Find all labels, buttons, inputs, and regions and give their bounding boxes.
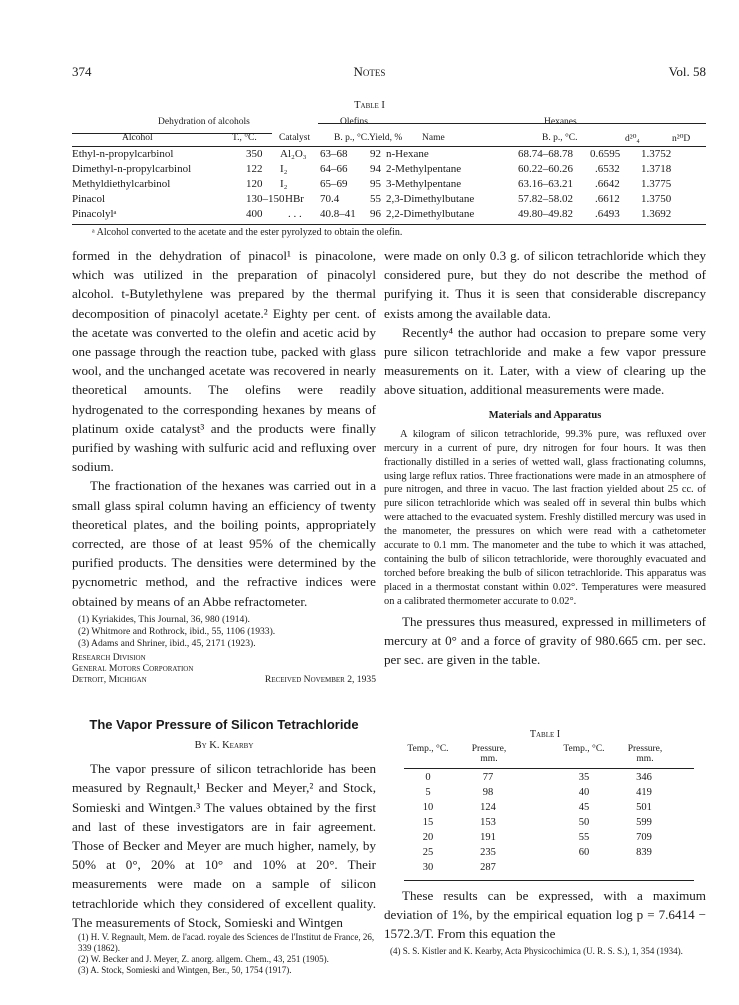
- paragraph: These results can be expressed, with a maximum deviation of 1%, by the empirical equation log p = 7.6414 − 1572.3/T. From this equation the: [384, 888, 706, 942]
- table-cell: 599: [636, 817, 652, 828]
- right-column-bottom: [384, 886, 706, 957]
- article-title: The Vapor Pressure of Silicon Tetrachloride: [89, 716, 359, 732]
- table-cell: 235: [480, 847, 496, 858]
- materials-text: A kilogram of silicon tetrachloride, 99.3% pure, was refluxed over mercury in a current of pure, dry nitrogen for four hours. It was then fractionally distilled in a series of wetted wall, glass fractionating columns, using large reflux ratios. Three fractionations were made in an atmosphere of pure nitrogen, and three in vacuo. The last fraction yielded about 25 cc. of pure silicon tetrachloride which was sealed off in several thin bulbs which were attached to the evacuated system. Freshly distilled mercury was used in the manometer, the pressures on which were read with a cathetometer accurate to 0.1 mm. The manometer and the tube to which it was attached, containing the bulb of silicon tetrachloride, were thoroughly evacuated and torched before breaking the bulb of silicon tetrachloride. This apparatus was placed in a thermostat constant within 0.02°. Temperatures were measured on a calibrated thermometer accurate to 0.02°.: [384, 428, 706, 607]
- table1-body: [72, 148, 706, 223]
- page-number: 374: [72, 64, 92, 79]
- rule-header-bottom: [72, 146, 706, 147]
- table-cell: 10: [422, 802, 434, 813]
- table-cell: 30: [422, 862, 434, 873]
- table-row: Dimethyl-n-propylcarbinol 122 I₂ 64–66 94 2-Methylpentane 60.22–60.26 .6532 1.3718: [72, 163, 672, 175]
- footnote-4: (4) S. S. Kistler and K. Kearby, Acta Physicochimica (U. R. S. S.), 1, 354 (1934).: [390, 945, 683, 956]
- rule-table-bottom: [72, 224, 706, 225]
- table-cell: Temp., °C.: [407, 744, 449, 754]
- table1-footnote: ᵃ Alcohol converted to the acetate and the ester pyrolyzed to obtain the olefin.: [92, 227, 403, 238]
- th-refractive: n²⁰D: [672, 134, 691, 144]
- left-column: [72, 246, 376, 976]
- table-cell: 55: [578, 832, 590, 843]
- paragraph: The pressures thus measured, expressed in millimeters of mercury at 0° and a force of gravity of 980.665 cm. per sec. per sec. are given in the table.: [384, 613, 706, 668]
- table-row: Ethyl-n-propylcarbinol 350 Al₂O₃ 63–68 92 n-Hexane 68.74–68.78 0.6595 1.3752: [72, 148, 672, 160]
- table-cell: 419: [636, 787, 652, 798]
- received-date: Received November 2, 1935: [264, 673, 376, 685]
- section-heading: Materials and Apparatus: [488, 409, 602, 421]
- table-cell: 25: [422, 847, 434, 858]
- table-row: Pinacolylᵃ 400 . . . 40.8–41 96 2,2-Dimethylbutane 49.80–49.82 .6493 1.3692: [72, 208, 672, 220]
- th-name: Name: [422, 133, 445, 143]
- table-cell: Pressure, mm.: [627, 744, 663, 764]
- table-cell: 35: [578, 772, 590, 783]
- table1-title: Table I: [354, 100, 385, 111]
- table-cell: Temp., °C.: [563, 744, 605, 754]
- table-cell: 839: [636, 847, 652, 858]
- th-density: d²⁰₄: [625, 134, 640, 144]
- th-catalyst: Catalyst: [279, 133, 311, 143]
- th-temp: T., °C.: [232, 133, 257, 143]
- th-hbp: B. p., °C.: [542, 133, 578, 143]
- table-cell: 45: [578, 802, 590, 813]
- group-hexanes: Hexanes: [544, 117, 577, 127]
- table-cell: 77: [482, 772, 494, 783]
- table-cell: 40: [578, 787, 590, 798]
- group-olefins: Olefins: [340, 117, 368, 127]
- table-cell: 346: [636, 772, 652, 783]
- author: By K. Kearby: [194, 740, 254, 752]
- right-column: [384, 246, 706, 669]
- table-cell: 5: [425, 787, 431, 798]
- paragraph: formed in the dehydration of pinacol¹ is pinacolone, which was utilized in the preparation of pinacolyl alcohol. t-Butylethylene was prepared by the thermal decomposition of pinacolyl acetate.² Eighty per cent. of the acetate was converted to the olefin and acetic acid by one passage through the reaction tube, packed with glass wool, and the unchanged acetate was recovered in nearly theoretical amounts. The olefins were readily hydrogenated to the corresponding hexanes by means of platinum oxide catalyst³ and the products were finally purified by washing with sulfuric acid and refluxing over sodium.: [72, 248, 376, 475]
- table-row: Methyldiethylcarbinol 120 I₂ 65–69 95 3-Methylpentane 63.16–63.21 .6642 1.3775: [72, 178, 672, 190]
- table2-bottom-rule: [404, 880, 694, 881]
- table-cell: Pressure, mm.: [471, 744, 507, 764]
- table-cell: 191: [480, 832, 496, 843]
- th-bp: B. p., °C.: [334, 133, 370, 143]
- volume-label: Vol. 58: [668, 64, 706, 79]
- table-cell: 501: [636, 802, 652, 813]
- th-alcohol: Alcohol: [122, 133, 153, 143]
- paragraph: Recently⁴ the author had occasion to prepare some very pure silicon tetrachloride and make a few vapor pressure measurements on it. Later, with a view of clearing up the above situation, additional measurements were made.: [384, 324, 706, 398]
- table-cell: 0: [425, 772, 431, 783]
- footnotes: (1) H. V. Regnault, Mem. de l'acad. royale des Sciences de l'Institut de France, 26, 339 (1862). (2) W. Becker and J. Meyer, Z. anorg. allgem. Chem., 43, 251 (1905). (3) A. Stock, Somieski and Wintgen, Ber., 50, 1754 (1917).: [78, 932, 375, 976]
- rule-hexanes: [318, 123, 706, 124]
- table-cell: 15: [422, 817, 434, 828]
- table1-header-row: [72, 133, 706, 146]
- affiliation: Research Division General Motors Corporation Detroit, Michigan Received November 2, 1935: [72, 651, 376, 685]
- references: (1) Kyriakides, This Journal, 36, 980 (1914). (2) Whitmore and Rothrock, ibid., 55, 1106 (1933). (3) Adams and Shriner, ibid., 45, 2171 (1923).: [78, 613, 276, 649]
- table-cell: 60: [578, 847, 590, 858]
- table-cell: 709: [636, 832, 652, 843]
- running-title: Notes: [353, 64, 386, 79]
- paragraph: were made on only 0.3 g. of silicon tetrachloride which they considered pure, but they do not describe the method of purifying it. Thus it is seen that considerable discrepancy exists among the available data.: [384, 248, 706, 321]
- paragraph: The fractionation of the hexanes was carried out in a small glass spiral column having an efficiency of twenty theoretical plates, and the boiling points, appropriately corrected, are those of at least 95% of the chemically purified products. The densities were determined by the pycnometric method, and the refractive indices were obtained by means of an Abbe refractometer.: [72, 478, 376, 609]
- table-row: Pinacol 130–150 HBr 70.4 55 2,3-Dimethylbutane 57.82–58.02 .6612 1.3750: [72, 193, 672, 205]
- paragraph: The vapor pressure of silicon tetrachloride has been measured by Regnault,¹ Becker and Meyer,² and Stock, Somieski and Wintgen.³ The values obtained by the first and last of these investigators are in fair agreement. Those of Becker and Meyer are much higher, namely, by 50% at 0°, 20% at 10° and 10% at 20°. Their measurements were made on a sample of silicon tetrachloride which they considered of excellent quality. The measurements of Stock, Somieski and Wintgen: [72, 761, 376, 930]
- table2-header: [404, 744, 694, 768]
- table-cell: 98: [482, 787, 494, 798]
- group-dehydration: Dehydration of alcohols: [158, 117, 250, 127]
- table-cell: 124: [480, 802, 496, 813]
- table2-title: Table I: [529, 729, 561, 740]
- table-cell: 153: [480, 817, 496, 828]
- th-yield: Yield, %: [369, 133, 403, 143]
- table2-rule: [404, 768, 694, 769]
- table-cell: 287: [480, 862, 496, 873]
- table-cell: 20: [422, 832, 434, 843]
- table-cell: 50: [578, 817, 590, 828]
